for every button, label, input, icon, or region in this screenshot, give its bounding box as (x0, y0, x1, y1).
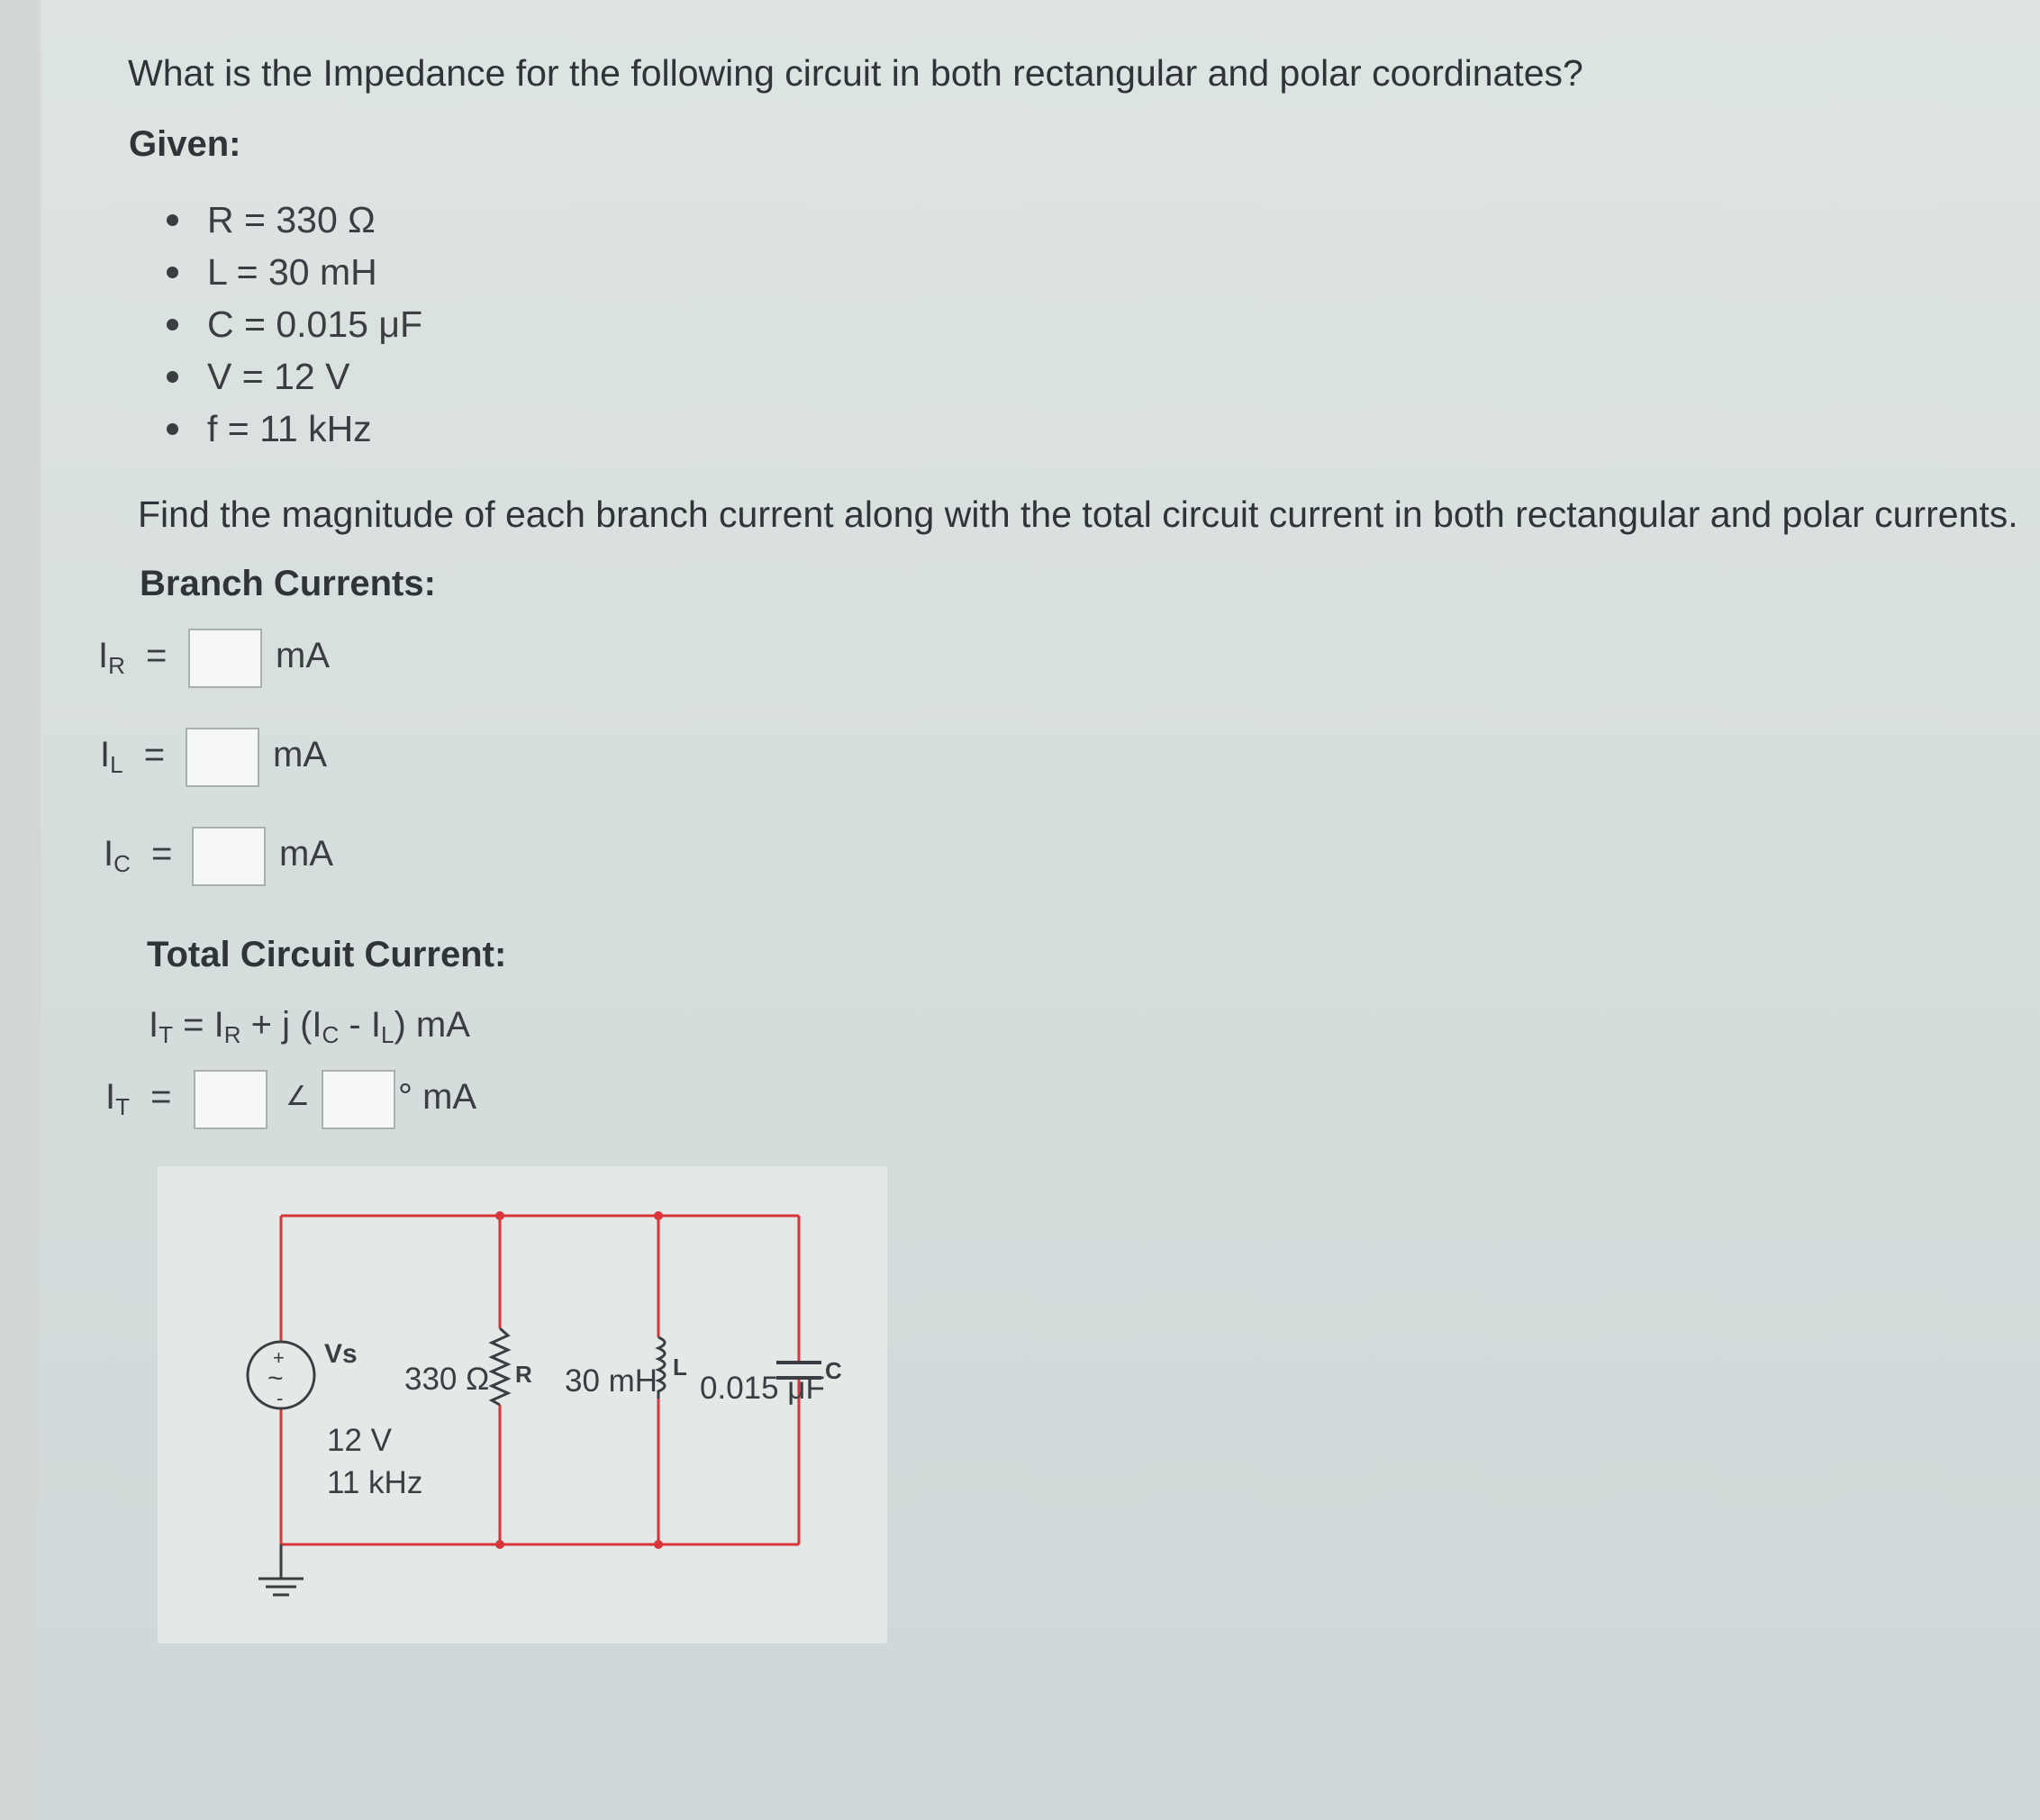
source-wave: ~ (267, 1363, 284, 1393)
it-label: $I_T$ = (105, 1077, 172, 1120)
source-voltage: 12 V (327, 1423, 392, 1458)
source-name: Vs (324, 1339, 358, 1369)
given-heading: Given: (129, 124, 241, 164)
it-unit: ° mA (398, 1077, 477, 1117)
given-item-f: f = 11 kHz (167, 403, 422, 455)
resistor-icon (492, 1328, 508, 1405)
capacitor-name: C (825, 1357, 842, 1384)
given-item-r: R = 330 Ω (167, 194, 422, 246)
question-page (41, 0, 2040, 1820)
ic-unit: mA (279, 834, 333, 874)
source-minus: - (277, 1387, 284, 1409)
total-current-formula: $I_T = I_R + j$ $(I_C - I_L)$ mA (149, 1005, 470, 1048)
circuit-svg (158, 1166, 887, 1643)
source-plus: + (273, 1346, 285, 1369)
given-item-c: C = 0.015 μF (167, 298, 422, 350)
question-text: What is the Impedance for the following circuit in both rectangular and polar coordinates? (128, 52, 1583, 94)
bullet-icon (167, 423, 178, 435)
resistor-name: R (515, 1361, 532, 1388)
ic-label: $I_C$ = (104, 834, 173, 877)
ir-input[interactable] (188, 629, 262, 688)
bullet-icon (167, 371, 178, 383)
ic-input[interactable] (192, 827, 266, 886)
ir-unit: mA (276, 636, 330, 675)
branch-currents-heading: Branch Currents: (140, 564, 436, 603)
inductor-icon (658, 1337, 665, 1399)
circuit-diagram (158, 1166, 887, 1643)
it-angle-input[interactable] (322, 1070, 395, 1129)
bullet-icon (167, 319, 178, 330)
bullet-icon (167, 267, 178, 278)
ground-icon (258, 1544, 304, 1595)
capacitor-value: 0.015 μF (700, 1371, 825, 1406)
it-magnitude-input[interactable] (194, 1070, 267, 1129)
inductor-value: 30 mH (565, 1363, 658, 1399)
given-list (167, 194, 422, 455)
resistor-value: 330 Ω (404, 1362, 490, 1397)
il-input[interactable] (186, 728, 259, 787)
inductor-name: L (673, 1354, 687, 1381)
given-item-l: L = 30 mH (167, 246, 422, 298)
il-unit: mA (273, 735, 327, 774)
source-frequency: 11 kHz (327, 1465, 423, 1500)
bullet-icon (167, 214, 178, 226)
ir-label: $I_R$ = (98, 636, 168, 679)
angle-icon: ∠ (286, 1082, 310, 1111)
il-label: $I_L$ = (100, 735, 166, 778)
find-text: Find the magnitude of each branch current along with the total circuit current in both rectangular and polar currents. (138, 493, 2018, 535)
total-current-heading: Total Circuit Current: (147, 935, 507, 974)
given-item-v: V = 12 V (167, 350, 422, 403)
